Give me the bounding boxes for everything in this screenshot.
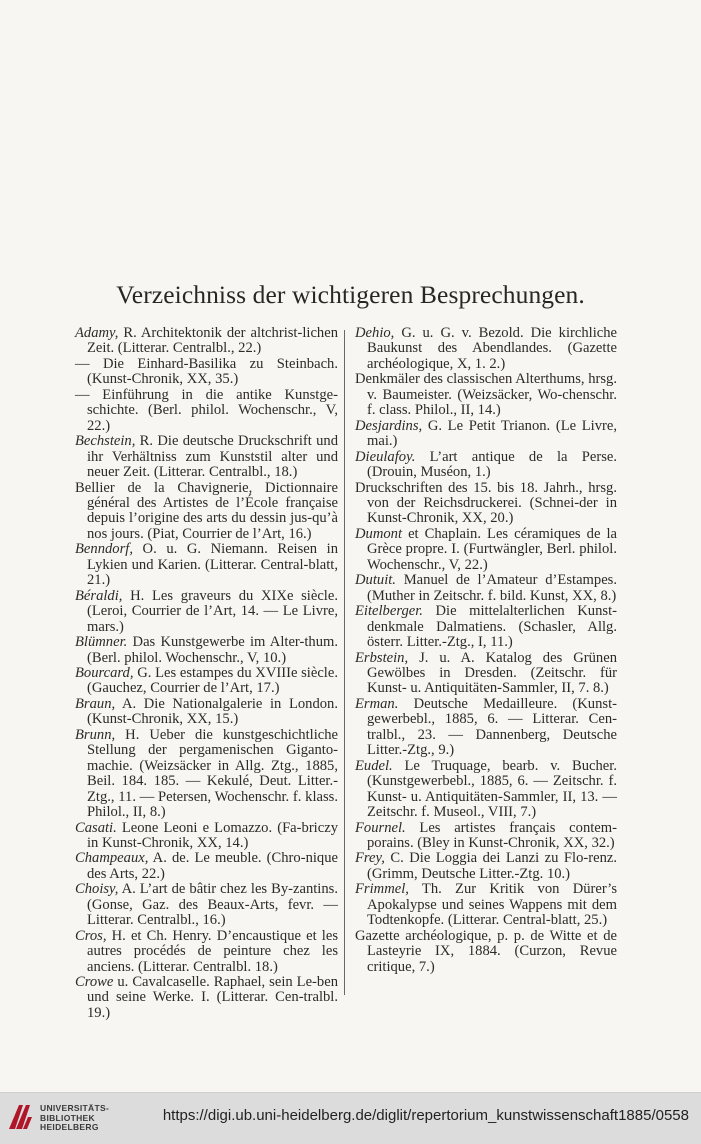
entry-text: A. Die Nationalgalerie in London. (Kunst-Chronik, XX, 15.) [87, 695, 338, 728]
entry-text: H. Ueber die kunstgeschichtliche Stellung der pergamenischen Giganto-machie. (Weizsäcker in Allg. Ztg., 1885, Beil. 184. 185. — Kekulé, Deut. Litter.-Ztg., 11. — Petersen, Wochenschr. f. klass. Philol., II, 8.) [87, 726, 338, 821]
entry-author: Blümner. [75, 634, 128, 651]
entry-author: Erman. [355, 695, 399, 712]
entry-text: Das Kunstgewerbe im Alter-thum. (Berl. philol. Wochenschr., V, 10.) [87, 634, 338, 666]
bibliography-entry [75, 728, 338, 821]
entry-author: Casati. [75, 819, 117, 836]
bibliography-entry [355, 604, 617, 650]
entry-author: Cros, [75, 927, 107, 944]
entry-author: Erbstein, [355, 649, 409, 666]
entry-text: J. u. A. Katalog des Grünen Gewölbes in Dresden. (Zeitschr. für Kunst- u. Antiquitäten-Sammler, II, 7. 8.) [367, 649, 617, 697]
entry-author: Adamy, [75, 325, 119, 341]
right-column [355, 326, 617, 975]
entry-text: C. Die Loggia dei Lanzi zu Flo-renz. (Grimm, Deutsche Litter.-Ztg. 10.) [367, 850, 617, 882]
entry-author: Crowe [75, 974, 114, 991]
bibliography-entry [75, 542, 338, 588]
entry-author: Dieulafoy. [355, 448, 416, 465]
entry-text: A. de. Le meuble. (Chro-nique des Arts, 22.) [87, 850, 338, 882]
entry-author: Bechstein, [75, 433, 136, 450]
entry-text: Le Truquage, bearb. v. Bucher. (Kunstgewerbebl., 1885, 6. — Zeitschr. f. Kunst- u. Antiquitäten-Sammler, II, 13. — Zeitschr. f. Museol., VIII, 7.) [367, 757, 617, 821]
entry-text: Die mittelalterlichen Kunst-denkmale Dalmatiens. (Schasler, Allg. österr. Litter.-Ztg., I, 11.) [367, 603, 617, 651]
entry-text: Leone Leoni e Lomazzo. (Fa-briczy in Kunst-Chronik, XX, 14.) [87, 819, 338, 851]
bibliography-entry [75, 589, 338, 635]
entry-author: Eudel. [355, 757, 393, 774]
bibliography-entry [75, 929, 338, 975]
left-column [75, 326, 338, 1021]
entry-text: H. et Ch. Henry. D’encaustique et les autres procédés de peinture chez les anciens. (Litterar. Centralbl. 18.) [87, 927, 338, 975]
bibliography-entry [75, 851, 338, 882]
entry-author: Dumont [355, 525, 403, 542]
entry-author: Eitelberger. [355, 603, 423, 620]
entry-text: Deutsche Medailleure. (Kunst-gewerbebl., 1885, 6. — Litterar. Cen-tralbl., 23. — Dannenberg, Deutsche Litter.-Ztg., 9.) [367, 695, 617, 759]
bibliography-entry [75, 357, 338, 388]
entry-text: H. Les graveurs du XIXe siècle. (Leroi, Courrier de l’Art, 14. — Le Livre, mars.) [87, 587, 338, 635]
entry-text: u. Cavalcaselle. Raphael, sein Le-ben und seine Werke. I. (Litterar. Cen-tralbl. 19.) [87, 974, 338, 1021]
entry-text: Druckschriften des 15. bis 18. Jahrh., hrsg. von der Reichsdruckerei. (Schnei-der in Kunst-Chronik, XX, 20.) [355, 479, 617, 527]
bibliography-entry [75, 975, 338, 1021]
bibliography-entry [75, 388, 338, 434]
bibliography-entry [75, 434, 338, 480]
entry-author: Brunn, [75, 726, 116, 743]
library-logo-icon [6, 1101, 34, 1133]
bibliography-entry [355, 697, 617, 759]
library-logo-text [40, 1104, 109, 1133]
bibliography-entry [355, 759, 617, 821]
entry-author: Frimmel, [355, 881, 409, 898]
entry-author: Desjardins, [355, 417, 423, 434]
entry-author: Fournel. [355, 819, 406, 836]
entry-author: Béraldi, [75, 587, 123, 604]
entry-text: G. Le Petit Trianon. (Le Livre, mai.) [367, 417, 617, 450]
entry-text: R. Architektonik der altchrist-lichen Zeit. (Litterar. Centralbl., 22.) [87, 325, 338, 357]
bibliography-entry [355, 882, 617, 928]
bibliography-entry [355, 372, 617, 418]
entry-text: — Einführung in die antike Kunstge-schichte. (Berl. philol. Wochenschr., V, 22.) [75, 386, 338, 434]
column-divider [344, 330, 345, 995]
bibliography-entry [355, 326, 617, 372]
bibliography-entry [75, 697, 338, 728]
logo-line: BIBLIOTHEK [40, 1112, 95, 1123]
bibliography-entry [75, 635, 338, 666]
bibliography-entry [75, 326, 338, 357]
entry-author: Braun, [75, 695, 116, 712]
entry-author: Bourcard, [75, 664, 134, 681]
logo-line: UNIVERSITÄTS- [40, 1103, 110, 1113]
bibliography-entry [75, 666, 338, 697]
footer-bar [0, 1092, 701, 1144]
entry-author: Dehio, [355, 325, 395, 341]
entry-text: O. u. G. Niemann. Reisen in Lykien und Karien. (Litterar. Central-blatt, 21.) [87, 541, 338, 589]
entry-author: Dutuit. [355, 572, 396, 589]
entry-text: Th. Zur Kritik von Dürer’s Apokalypse und seines Wappens mit dem Todtenkopfe. (Litterar. Central-blatt, 25.) [367, 881, 617, 929]
entry-text: Bellier de la Chavignerie, Dictionnaire général des Artistes de l’École française depuis l’origine des arts du dessin jus-qu’à nos jours. (Piat, Courrier de l’Art, 16.) [75, 479, 338, 542]
bibliography-entry [355, 450, 617, 481]
bibliography-entry [75, 821, 338, 852]
entry-author: Benndorf, [75, 541, 133, 558]
entry-text: L’art antique de la Perse. (Drouin, Muséon, 1.) [367, 448, 617, 481]
bibliography-entry [355, 481, 617, 527]
bibliography-entry [75, 882, 338, 928]
entry-text: et Chaplain. Les céramiques de la Grèce propre. I. (Furtwängler, Berl. philol. Wochenschr., V, 22.) [367, 525, 617, 573]
bibliography-entry [355, 651, 617, 697]
entry-text: G. Les estampes du XVIIIe siècle. (Gauchez, Courrier de l’Art, 17.) [87, 664, 338, 697]
entry-text: Manuel de l’Amateur d’Estampes. (Muther in Zeitschr. f. bild. Kunst, XX, 8.) [367, 572, 617, 604]
entry-text: Les artistes français contem-porains. (Bley in Kunst-Chronik, XX, 32.) [367, 819, 617, 851]
page-title: Verzeichniss der wichtigeren Besprechungen. [116, 280, 585, 309]
entry-author: Choisy, [75, 881, 119, 898]
entry-text: G. u. G. v. Bezold. Die kirchliche Baukunst des Abendlandes. (Gazette archéologique, X, 1. 2.) [367, 325, 617, 372]
bibliography-entry [355, 573, 617, 604]
bibliography-entry [355, 821, 617, 852]
bibliography-entry [355, 929, 617, 975]
bibliography-entry [75, 481, 338, 543]
logo-line: HEIDELBERG [40, 1122, 99, 1132]
entry-text: Gazette archéologique, p. p. de Witte et de Lasteyrie IX, 1884. (Curzon, Revue critique, 7.) [355, 927, 617, 975]
source-url-link[interactable]: https://digi.ub.uni-heidelberg.de/diglit/repertorium_kunstwissenschaft1885/0558 [162, 1107, 689, 1124]
entry-text: A. L’art de bâtir chez les By-zantins. (Gonse, Gaz. des Beaux-Arts, fevr. — Litterar. Centralbl., 16.) [87, 881, 338, 929]
bibliography-entry [355, 527, 617, 573]
entry-text: R. Die deutsche Druckschrift und ihr Verhältniss zum Kunststil alter und neuer Zeit. (Litterar. Centralbl., 18.) [87, 433, 338, 481]
entry-author: Frey, [355, 850, 385, 867]
entry-author: Champeaux, [75, 850, 149, 867]
entry-text: — Die Einhard-Basilika zu Steinbach. (Kunst-Chronik, XX, 35.) [75, 355, 338, 388]
bibliography-entry [355, 851, 617, 882]
bibliography-entry [355, 419, 617, 450]
entry-text: Denkmäler des classischen Alterthums, hrsg. v. Baumeister. (Weizsäcker, Wo-chenschr. f. class. Philol., II, 14.) [355, 371, 617, 419]
